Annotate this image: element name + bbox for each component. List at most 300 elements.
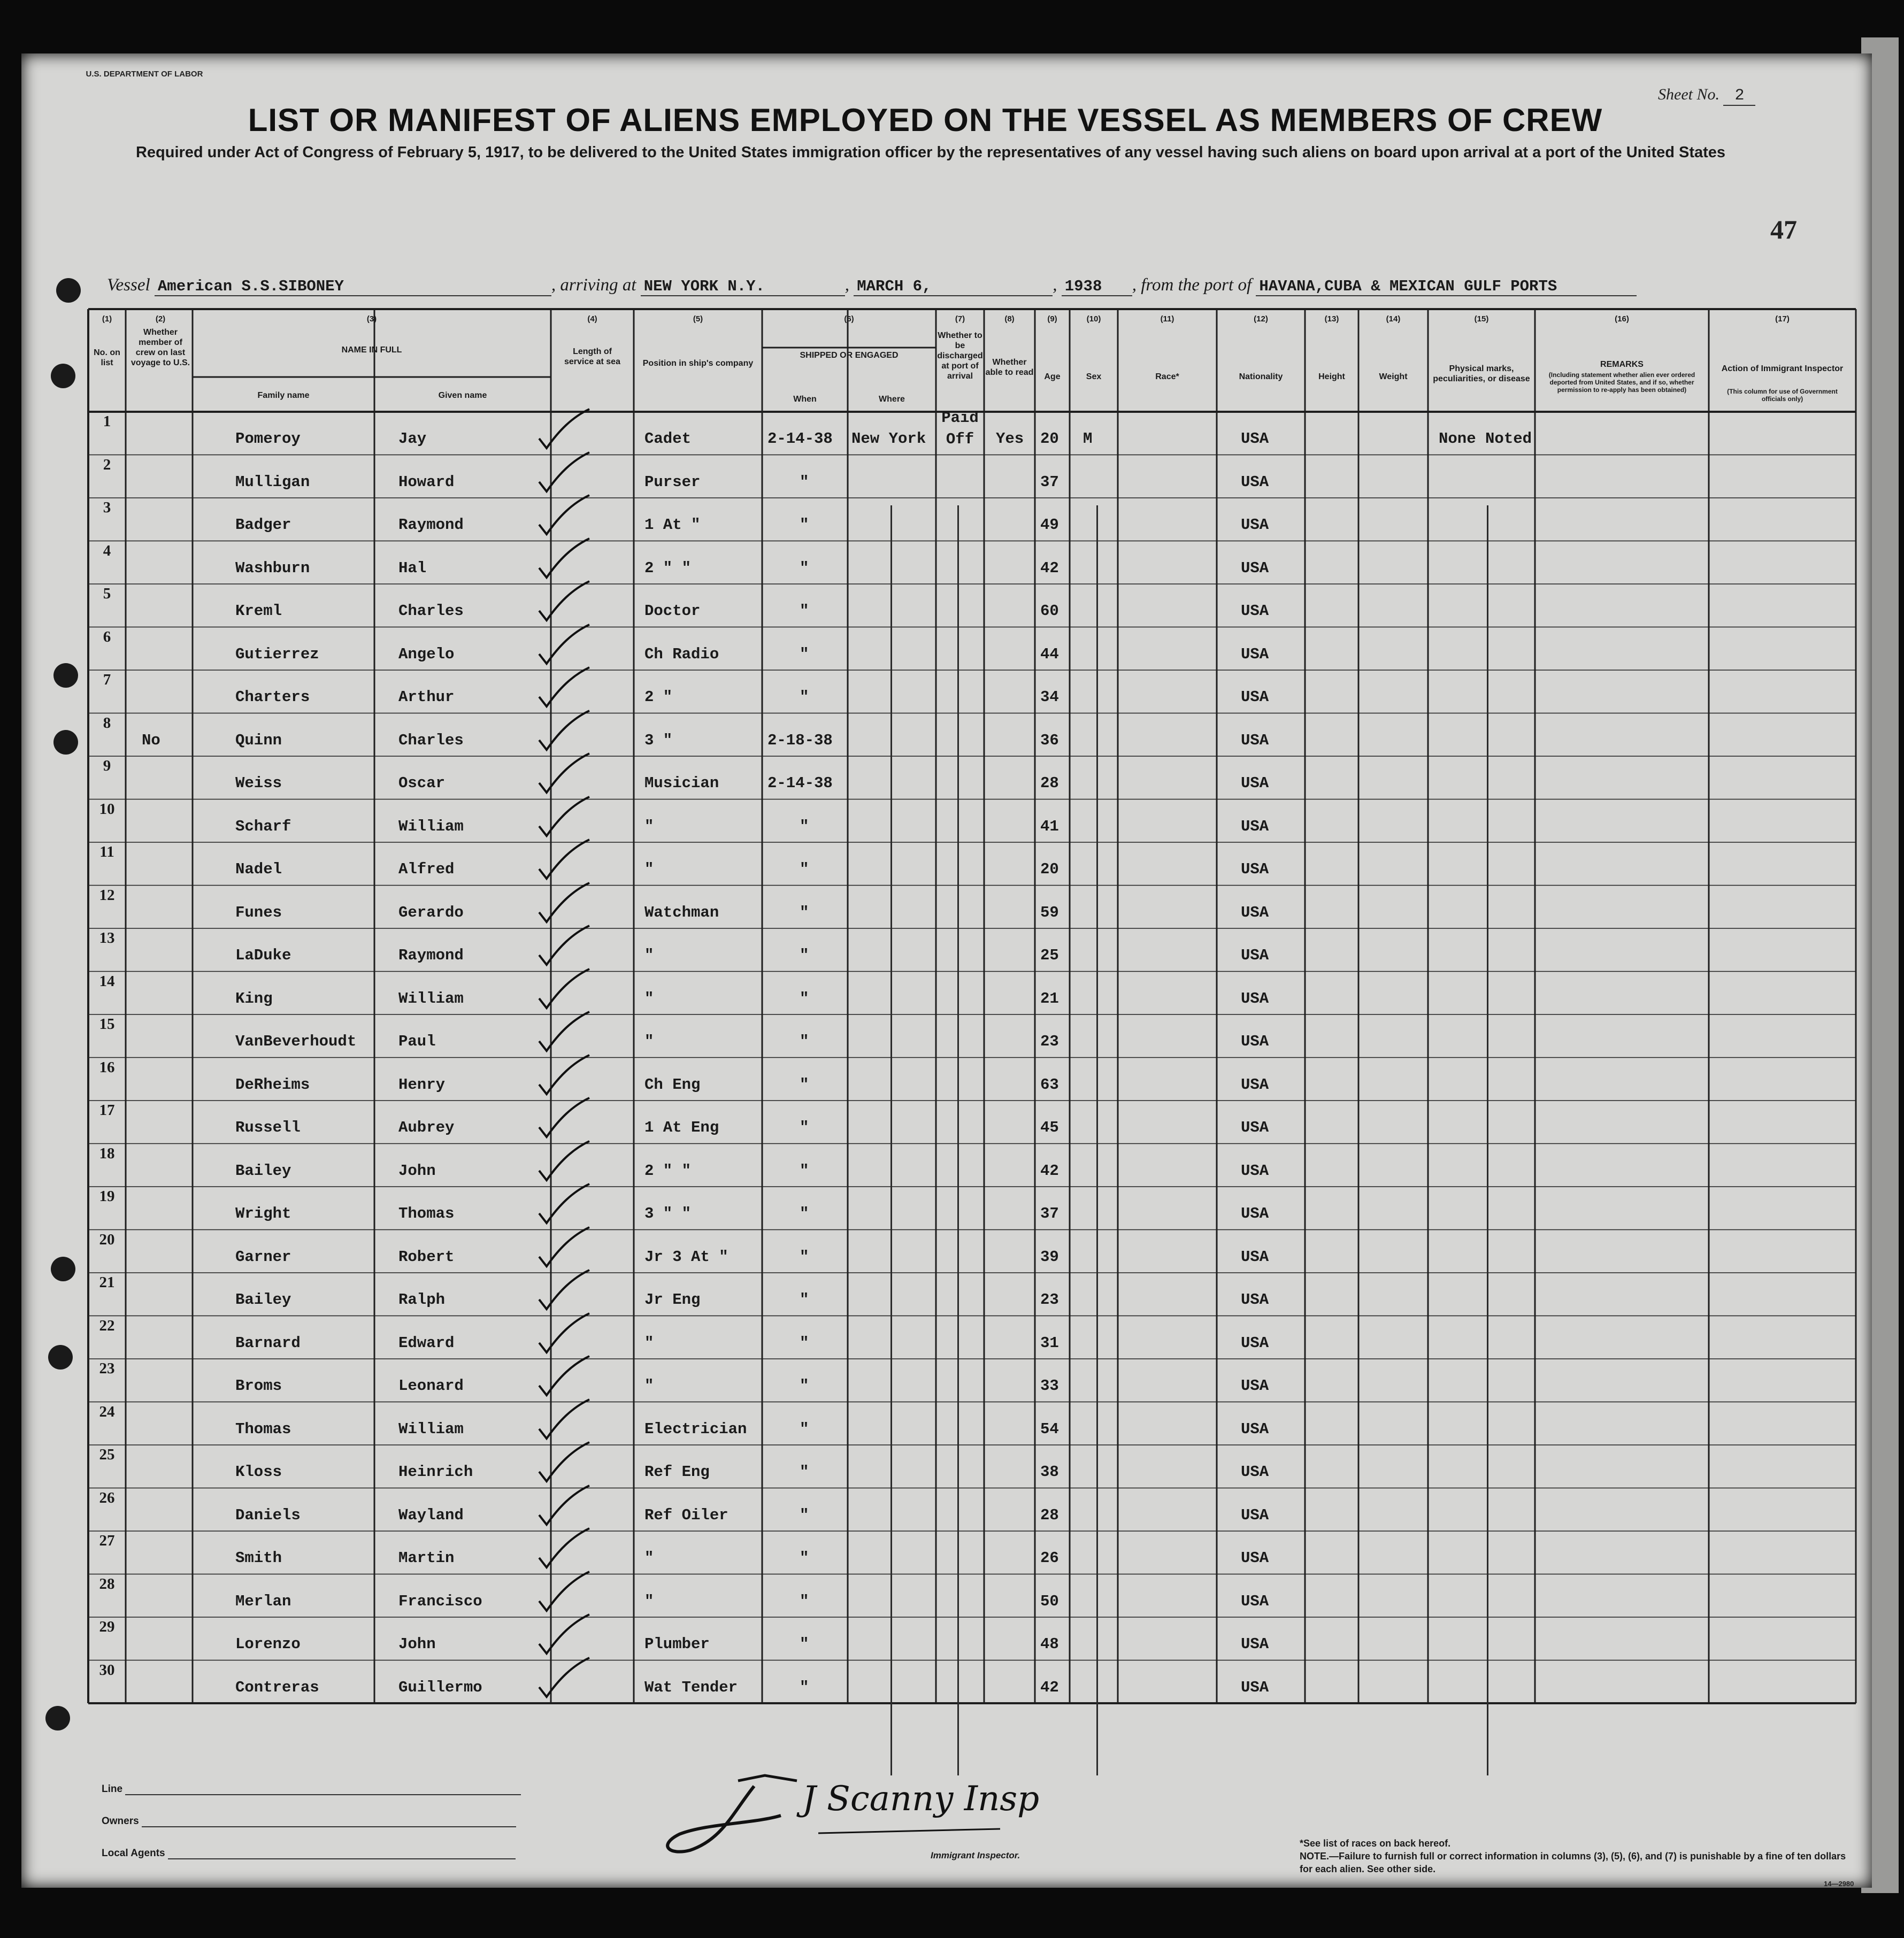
- service-checkmark: [529, 837, 594, 885]
- penalty-note: NOTE.—Failure to furnish full or correct information in columns (3), (5), (6), and (7) is punishable by a fine of ten dollars for each alien. See other side.: [1300, 1851, 1846, 1874]
- shipped-when-cell: ": [800, 559, 809, 577]
- age-cell: 20: [1040, 430, 1059, 448]
- given-name-cell: Francisco: [398, 1592, 482, 1610]
- family-name-cell: Quinn: [235, 731, 282, 749]
- age-cell: 49: [1040, 516, 1059, 534]
- service-checkmark: [529, 622, 594, 670]
- sheet-number-label: Sheet No.: [1658, 86, 1719, 103]
- col-15-number: (15): [1474, 314, 1489, 324]
- col-3-number: (3): [366, 314, 377, 324]
- age-cell: 25: [1040, 947, 1059, 964]
- shipped-when-cell: ": [800, 645, 809, 663]
- shipped-when-cell: ": [800, 688, 809, 706]
- row-number: 2: [103, 456, 111, 473]
- shipped-when-cell: ": [800, 1291, 809, 1309]
- shipped-when-cell: ": [800, 1549, 809, 1567]
- shipped-when-cell: ": [800, 1334, 809, 1352]
- age-cell: 28: [1040, 1506, 1059, 1524]
- row-number: 21: [99, 1274, 115, 1291]
- given-name-cell: William: [398, 1420, 464, 1438]
- service-checkmark: [529, 1311, 594, 1359]
- row-number: 1: [103, 413, 111, 430]
- given-name-cell: Angelo: [398, 645, 455, 663]
- row-number: 17: [99, 1102, 115, 1119]
- nationality-cell: USA: [1241, 1205, 1269, 1222]
- shipped-when-cell: 2-14-38: [767, 430, 833, 448]
- position-cell: ": [644, 1334, 654, 1352]
- discharged-cell: Paid Off: [941, 409, 979, 448]
- service-checkmark: [529, 923, 594, 971]
- col-1-label: No. on list: [94, 348, 120, 367]
- nationality-cell: USA: [1241, 473, 1269, 491]
- ditto-line: [890, 505, 892, 1775]
- shipped-where-cell: New York: [851, 430, 926, 448]
- given-name-cell: Guillermo: [398, 1678, 482, 1696]
- line-label: Line: [102, 1783, 123, 1795]
- family-name-cell: Barnard: [235, 1334, 301, 1352]
- nationality-cell: USA: [1241, 1377, 1269, 1395]
- arrival-year: 1938: [1062, 278, 1132, 296]
- given-name-cell: Alfred: [398, 860, 455, 878]
- family-name-cell: Kloss: [235, 1463, 282, 1481]
- family-name-cell: Nadel: [235, 860, 282, 878]
- last-voyage-cell: No: [142, 731, 160, 749]
- family-name-cell: Lorenzo: [235, 1635, 301, 1653]
- shipped-when-cell: ": [800, 1377, 809, 1395]
- col-12-label: Nationality: [1239, 372, 1283, 381]
- shipped-when-cell: ": [800, 1162, 809, 1180]
- col-17-sublabel: (This column for use of Government officials only): [1727, 388, 1838, 403]
- age-cell: 42: [1040, 559, 1059, 577]
- given-name-cell: Edward: [398, 1334, 455, 1352]
- nationality-cell: USA: [1241, 602, 1269, 620]
- nationality-cell: USA: [1241, 516, 1269, 534]
- col-17-label: Action of Immigrant Inspector: [1721, 364, 1844, 373]
- age-cell: 38: [1040, 1463, 1059, 1481]
- age-cell: 54: [1040, 1420, 1059, 1438]
- family-name-cell: Broms: [235, 1377, 282, 1395]
- signature-text: J Scanny Insp: [802, 1779, 1040, 1819]
- nationality-cell: USA: [1241, 989, 1269, 1008]
- row-number: 9: [103, 757, 111, 774]
- position-cell: ": [644, 989, 654, 1008]
- service-checkmark: [529, 1569, 594, 1617]
- col-14-label: Weight: [1379, 372, 1408, 381]
- shipped-when-cell: ": [800, 860, 809, 878]
- given-name-cell: Raymond: [398, 516, 464, 534]
- service-checkmark: [529, 1612, 594, 1660]
- col-7-label: Whether to be discharged at port of arrival: [937, 331, 983, 381]
- position-cell: ": [644, 947, 654, 964]
- service-checkmark: [529, 708, 594, 756]
- shipped-when-cell: ": [800, 1678, 809, 1696]
- family-name-cell: Wright: [235, 1205, 291, 1222]
- given-name-cell: Henry: [398, 1075, 446, 1094]
- family-name-cell: Pomeroy: [235, 430, 301, 448]
- position-cell: Electrician: [644, 1420, 747, 1438]
- owners-field: [102, 1816, 516, 1827]
- nationality-cell: USA: [1241, 1291, 1269, 1309]
- position-cell: Ch Radio: [644, 645, 719, 663]
- family-name-cell: Bailey: [235, 1162, 291, 1180]
- age-cell: 45: [1040, 1119, 1059, 1136]
- given-name-cell: William: [398, 817, 464, 835]
- age-cell: 42: [1040, 1162, 1059, 1180]
- row-number: 18: [99, 1144, 115, 1162]
- row-number: 22: [99, 1317, 115, 1334]
- shipped-when-cell: ": [800, 1420, 809, 1438]
- shipped-when-cell: ": [800, 1463, 809, 1481]
- nationality-cell: USA: [1241, 1463, 1269, 1481]
- family-name-cell: Funes: [235, 903, 282, 921]
- service-checkmark: [529, 880, 594, 928]
- service-checkmark: [529, 406, 594, 455]
- age-cell: 39: [1040, 1248, 1059, 1266]
- service-checkmark: [529, 751, 594, 799]
- vessel-label: Vessel: [107, 275, 150, 295]
- family-name-cell: Contreras: [235, 1678, 319, 1696]
- given-name-cell: Howard: [398, 473, 455, 491]
- col-13-label: Height: [1318, 372, 1345, 381]
- nationality-cell: USA: [1241, 903, 1269, 921]
- given-name-cell: Ralph: [398, 1291, 446, 1309]
- family-name-cell: DeRheims: [235, 1075, 310, 1094]
- age-cell: 48: [1040, 1635, 1059, 1653]
- physical-marks-cell: None Noted: [1439, 430, 1532, 448]
- position-cell: 2 " ": [644, 559, 692, 577]
- given-name-cell: Charles: [398, 731, 464, 749]
- given-name-cell: William: [398, 989, 464, 1008]
- family-name-cell: VanBeverhoudt: [235, 1033, 357, 1050]
- family-name-cell: Charters: [235, 688, 310, 706]
- service-checkmark: [529, 1225, 594, 1273]
- line-field: [102, 1783, 521, 1795]
- age-cell: 44: [1040, 645, 1059, 663]
- col-16-number: (16): [1615, 314, 1629, 324]
- service-checkmark: [529, 1181, 594, 1229]
- position-cell: Watchman: [644, 903, 719, 921]
- col-11-label: Race*: [1155, 372, 1179, 381]
- position-cell: Jr 3 At ": [644, 1248, 728, 1266]
- position-cell: ": [644, 1592, 654, 1610]
- age-cell: 37: [1040, 1205, 1059, 1222]
- position-cell: Jr Eng: [644, 1291, 701, 1309]
- age-cell: 23: [1040, 1291, 1059, 1309]
- age-cell: 33: [1040, 1377, 1059, 1395]
- nationality-cell: USA: [1241, 1506, 1269, 1524]
- line-blank: [125, 1794, 521, 1795]
- col-7-number: (7): [955, 314, 965, 324]
- row-number: 10: [99, 800, 115, 818]
- row-number: 29: [99, 1618, 115, 1635]
- nationality-cell: USA: [1241, 731, 1269, 749]
- nationality-cell: USA: [1241, 1592, 1269, 1610]
- position-cell: Purser: [644, 473, 701, 491]
- row-number: 24: [99, 1403, 115, 1420]
- nationality-cell: USA: [1241, 645, 1269, 663]
- shipped-when-cell: ": [800, 1075, 809, 1094]
- age-cell: 34: [1040, 688, 1059, 706]
- age-cell: 21: [1040, 989, 1059, 1008]
- shipped-when-cell: ": [800, 1205, 809, 1222]
- nationality-cell: USA: [1241, 1162, 1269, 1180]
- given-name-cell: Jay: [398, 430, 427, 448]
- given-name-cell: Leonard: [398, 1377, 464, 1395]
- family-name-cell: Gutierrez: [235, 645, 319, 663]
- row-number: 26: [99, 1489, 115, 1506]
- row-number: 20: [99, 1231, 115, 1248]
- given-name-cell: Thomas: [398, 1205, 455, 1222]
- ditto-line: [1487, 505, 1488, 1775]
- department-label: U.S. DEPARTMENT OF LABOR: [86, 70, 203, 79]
- position-cell: Ref Eng: [644, 1463, 710, 1481]
- service-checkmark: [529, 1483, 594, 1531]
- family-name-cell: Smith: [235, 1549, 282, 1567]
- service-checkmark: [529, 493, 594, 541]
- family-name-cell: Bailey: [235, 1291, 291, 1309]
- nationality-cell: USA: [1241, 1334, 1269, 1352]
- arrival-port: NEW YORK N.Y.: [641, 278, 845, 296]
- age-cell: 59: [1040, 903, 1059, 921]
- family-name-cell: Badger: [235, 516, 291, 534]
- position-cell: ": [644, 817, 654, 835]
- family-name-cell: LaDuke: [235, 947, 291, 964]
- row-number: 4: [103, 542, 111, 559]
- col-2-label: Whether member of crew on last voyage to U.S.: [130, 328, 190, 367]
- service-checkmark: [529, 1052, 594, 1101]
- col-5-number: (5): [693, 314, 703, 324]
- family-name-cell: Garner: [235, 1248, 291, 1266]
- nationality-cell: USA: [1241, 688, 1269, 706]
- ditto-line: [1096, 505, 1098, 1775]
- age-cell: 41: [1040, 817, 1059, 835]
- service-checkmark: [529, 1095, 594, 1143]
- vessel-name: American S.S.SIBONEY: [155, 278, 551, 296]
- row-number: 8: [103, 714, 111, 732]
- age-cell: 26: [1040, 1549, 1059, 1567]
- col-9-label: Age: [1044, 372, 1061, 381]
- given-name-cell: Hal: [398, 559, 427, 577]
- service-checkmark: [529, 1655, 594, 1703]
- shipped-when-cell: ": [800, 602, 809, 620]
- col-13-number: (13): [1324, 314, 1339, 324]
- row-number: 7: [103, 671, 111, 688]
- col-3-label: NAME IN FULL: [341, 345, 402, 355]
- row-number: 19: [99, 1188, 115, 1205]
- row-number: 3: [103, 499, 111, 516]
- col-2-number: (2): [155, 314, 166, 324]
- service-checkmark: [529, 665, 594, 713]
- row-number: 6: [103, 628, 111, 645]
- row-number: 16: [99, 1058, 115, 1076]
- position-cell: 3 " ": [644, 1205, 692, 1222]
- service-checkmark: [529, 1009, 594, 1057]
- col-8-number: (8): [1004, 314, 1015, 324]
- nationality-cell: USA: [1241, 1549, 1269, 1567]
- position-cell: ": [644, 1033, 654, 1050]
- family-name-cell: Russell: [235, 1119, 301, 1136]
- age-cell: 60: [1040, 602, 1059, 620]
- family-name-cell: Mulligan: [235, 473, 310, 491]
- shipped-when-cell: ": [800, 1119, 809, 1136]
- position-cell: ": [644, 860, 654, 878]
- col-15-label: Physical marks, peculiarities, or disease: [1433, 364, 1530, 383]
- position-cell: 1 At ": [644, 516, 701, 534]
- given-name-cell: Arthur: [398, 688, 455, 706]
- position-cell: Cadet: [644, 430, 692, 448]
- able-to-read-cell: Yes: [996, 430, 1024, 448]
- given-name-cell: Oscar: [398, 774, 446, 792]
- age-cell: 20: [1040, 860, 1059, 878]
- age-cell: 31: [1040, 1334, 1059, 1352]
- col-14-number: (14): [1386, 314, 1401, 324]
- nationality-cell: USA: [1241, 559, 1269, 577]
- family-name-cell: Thomas: [235, 1420, 291, 1438]
- given-name-cell: Martin: [398, 1549, 455, 1567]
- owners-blank: [142, 1826, 516, 1827]
- position-cell: 2 " ": [644, 1162, 692, 1180]
- from-port-label: , from the port of: [1132, 275, 1252, 295]
- position-cell: Musician: [644, 774, 719, 792]
- service-checkmark: [529, 1139, 594, 1187]
- inspector-label: Immigrant Inspector.: [931, 1850, 1020, 1860]
- sex-cell: M: [1083, 430, 1093, 448]
- page-title: LIST OR MANIFEST OF ALIENS EMPLOYED ON THE VESSEL AS MEMBERS OF CREW: [248, 102, 1603, 138]
- col-16-sublabel: (Including statement whether alien ever ordered deported from United States, and if so, whether permission to re-apply has been obtained): [1548, 371, 1695, 394]
- family-name-cell: King: [235, 989, 273, 1008]
- shipped-when-cell: ": [800, 989, 809, 1008]
- col-17-number: (17): [1775, 314, 1790, 324]
- age-cell: 36: [1040, 731, 1059, 749]
- given-name-cell: Paul: [398, 1033, 436, 1050]
- service-checkmark: [529, 536, 594, 584]
- nationality-cell: USA: [1241, 1635, 1269, 1653]
- shipped-when-cell: ": [800, 1033, 809, 1050]
- vessel-line: Vessel American S.S.SIBONEY , arriving at NEW YORK N.Y. , MARCH 6, , 1938 , from the port of HAVANA,CUBA & MEXICAN GULF PORTS: [107, 275, 1637, 296]
- page-subtitle: Required under Act of Congress of February 5, 1917, to be delivered to the United States immigration officer by the representatives of any vessel having such aliens on board upon arrival at a port of the United States: [135, 144, 1726, 161]
- shipped-when-cell: ": [800, 1635, 809, 1653]
- shipped-when-cell: ": [800, 817, 809, 835]
- row-number: 13: [99, 929, 115, 947]
- shipped-when-cell: ": [800, 903, 809, 921]
- agents-blank: [168, 1858, 516, 1859]
- row-number: 27: [99, 1532, 115, 1549]
- nationality-cell: USA: [1241, 1119, 1269, 1136]
- nationality-cell: USA: [1241, 1248, 1269, 1266]
- row-number: 15: [99, 1016, 115, 1033]
- given-name-cell: Wayland: [398, 1506, 464, 1524]
- family-name-cell: Merlan: [235, 1592, 291, 1610]
- given-name-cell: Aubrey: [398, 1119, 455, 1136]
- row-number: 28: [99, 1575, 115, 1593]
- row-number: 12: [99, 886, 115, 904]
- shipped-when-cell: ": [800, 516, 809, 534]
- row-number: 23: [99, 1360, 115, 1377]
- col-4-label: Length of service at sea: [564, 347, 620, 366]
- row-number: 14: [99, 972, 115, 990]
- sheet-number-value: 2: [1723, 87, 1755, 106]
- shipped-when-cell: ": [800, 473, 809, 491]
- row-number: 25: [99, 1446, 115, 1463]
- nationality-cell: USA: [1241, 1420, 1269, 1438]
- shipped-when-cell: ": [800, 1592, 809, 1610]
- footer-notes: [1300, 1837, 1861, 1875]
- position-cell: ": [644, 1549, 654, 1567]
- agents-field: [102, 1848, 516, 1859]
- age-cell: 28: [1040, 774, 1059, 792]
- shipped-when-cell: 2-14-38: [767, 774, 833, 792]
- service-checkmark: [529, 1267, 594, 1316]
- nationality-cell: USA: [1241, 947, 1269, 964]
- col-5-label: Position in ship's company: [642, 359, 754, 368]
- age-cell: 37: [1040, 473, 1059, 491]
- family-name-cell: Scharf: [235, 817, 291, 835]
- position-cell: Plumber: [644, 1635, 710, 1653]
- nationality-cell: USA: [1241, 1075, 1269, 1094]
- position-cell: Ch Eng: [644, 1075, 701, 1094]
- agents-label: Local Agents: [102, 1848, 165, 1859]
- position-cell: 1 At Eng: [644, 1119, 719, 1136]
- col-3-family: Family name: [257, 391, 310, 400]
- col-10-label: Sex: [1086, 372, 1102, 381]
- family-name-cell: Daniels: [235, 1506, 301, 1524]
- col-10-number: (10): [1086, 314, 1101, 324]
- service-checkmark: [529, 966, 594, 1014]
- departure-port: HAVANA,CUBA & MEXICAN GULF PORTS: [1256, 278, 1637, 296]
- service-checkmark: [529, 450, 594, 498]
- age-cell: 50: [1040, 1592, 1059, 1610]
- position-cell: Doctor: [644, 602, 701, 620]
- position-cell: ": [644, 1377, 654, 1395]
- row-number: 11: [99, 843, 114, 860]
- arrival-date: MARCH 6,: [854, 278, 1053, 296]
- service-checkmark: [529, 579, 594, 627]
- col-4-number: (4): [587, 314, 597, 324]
- nationality-cell: USA: [1241, 860, 1269, 878]
- service-checkmark: [529, 1353, 594, 1402]
- position-cell: 2 ": [644, 688, 673, 706]
- col-8-label: Whether able to read: [985, 358, 1034, 377]
- nationality-cell: USA: [1241, 1033, 1269, 1050]
- family-name-cell: Kreml: [235, 602, 282, 620]
- ditto-line: [957, 505, 959, 1775]
- service-checkmark: [529, 1397, 594, 1445]
- nationality-cell: USA: [1241, 774, 1269, 792]
- col-6-label: SHIPPED OR ENGAGED: [800, 351, 899, 360]
- family-name-cell: Washburn: [235, 559, 310, 577]
- col-6-where: Where: [879, 395, 905, 404]
- given-name-cell: Robert: [398, 1248, 455, 1266]
- position-cell: Ref Oiler: [644, 1506, 728, 1524]
- service-checkmark: [529, 794, 594, 842]
- col-6-when: When: [793, 395, 817, 404]
- service-checkmark: [529, 1440, 594, 1488]
- family-name-cell: Weiss: [235, 774, 282, 792]
- race-note: *See list of races on back hereof.: [1300, 1838, 1451, 1849]
- col-3-given: Given name: [438, 391, 487, 400]
- given-name-cell: Charles: [398, 602, 464, 620]
- page-number: 47: [1770, 214, 1797, 244]
- shipped-when-cell: ": [800, 947, 809, 964]
- position-cell: 3 ": [644, 731, 673, 749]
- owners-label: Owners: [102, 1816, 139, 1827]
- arriving-label: , arriving at: [551, 275, 636, 295]
- col-16-label: REMARKS: [1600, 360, 1644, 369]
- position-cell: Wat Tender: [644, 1678, 738, 1696]
- row-number: 30: [99, 1661, 115, 1679]
- nationality-cell: USA: [1241, 430, 1269, 448]
- shipped-when-cell: ": [800, 1506, 809, 1524]
